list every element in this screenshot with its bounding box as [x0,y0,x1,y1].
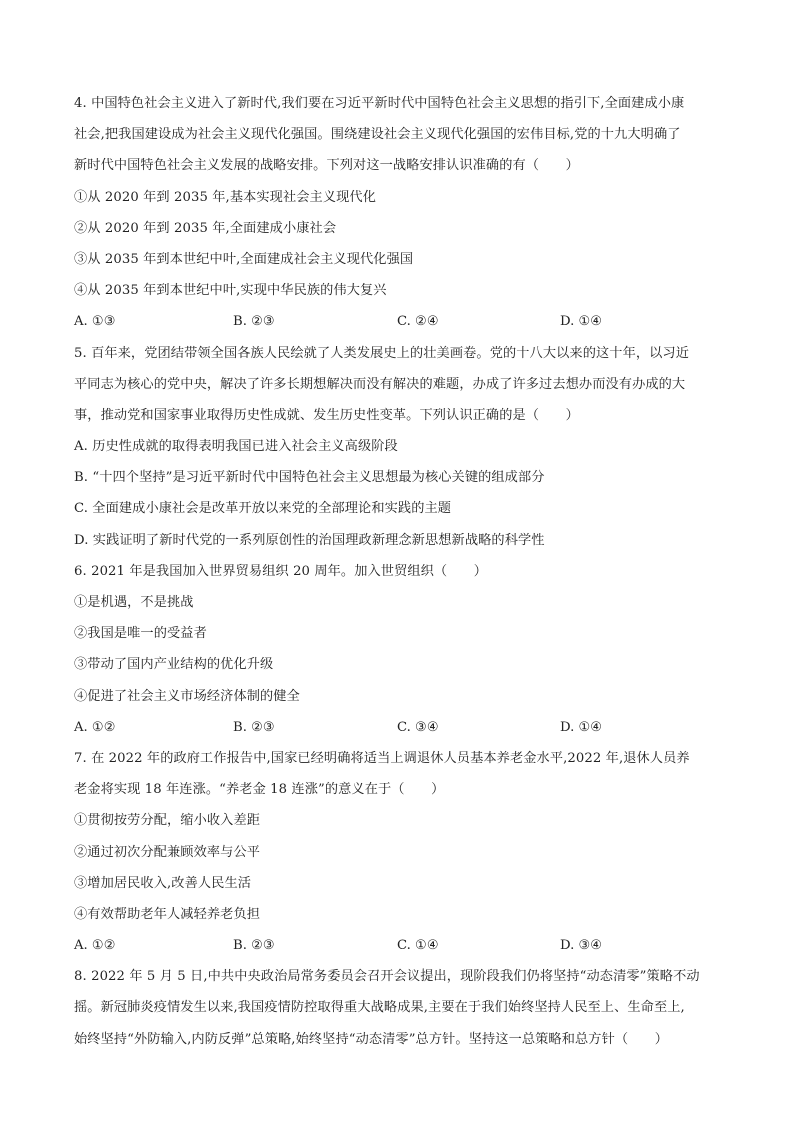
option-a: A. 历史性成就的取得表明我国已进入社会主义高级阶段 [74,439,398,455]
option-a: A. ①② [74,719,116,735]
question-5 [74,338,734,556]
question-stem-line: 新时代中国特色社会主义发展的战略安排。下列对这一战略安排认识准确的有（ ） [74,158,579,174]
option-b: B. ②③ [233,314,275,330]
question-stem-line: 事，推动党和国家事业取得历史性成就、发生历史性变革。下列认识正确的是（ ） [74,407,579,423]
option-a: A. ①② [74,938,116,954]
question-stem-line: 平同志为核心的党中央，解决了许多长期想解决而没有解决的难题，办成了许多过去想办而没有办成的大 [74,376,686,392]
option-d: D. ③④ [560,938,603,954]
option-b: B. ②③ [233,938,275,954]
statement-item: ①是机遇，不是挑战 [74,595,194,610]
option-b: B. ②③ [233,719,275,735]
question-stem-line: 8. 2022 年 5 月 5 日,中共中央政治局常务委员会召开会议提出，现阶段我们仍将坚持“动态清零”策略不动 [74,969,700,985]
question-7 [74,743,734,961]
statement-item: ④从 2035 年到本世纪中叶,实现中华民族的伟大复兴 [74,283,387,299]
question-stem-line: 4. 中国特色社会主义进入了新时代,我们要在习近平新时代中国特色社会主义思想的指引下,全面建成小康 [74,96,685,111]
exam-page [74,88,734,1055]
statement-item: ③增加居民收入,改善人民生活 [74,875,252,891]
question-stem-line: 5. 百年来，党团结带领全国各族人民绘就了人类发展史上的壮美画卷。党的十八大以来的这十年，以习近 [74,345,690,361]
question-stem-line: 老金将实现 18 年连涨。“养老金 18 连涨”的意义在于（ ） [74,782,445,798]
answer-options [74,712,734,743]
question-stem-line: 始终坚持“外防输入,内防反弹”总策略,始终坚持“动态清零”总方针。坚持这一总策略和总方针（ ） [74,1031,669,1047]
question-8 [74,961,734,1055]
question-stem-line: 7. 在 2022 年的政府工作报告中,国家已经明确将适当上调退休人员基本养老金水平,2022 年,退休人员养 [74,750,690,766]
statement-item: ④有效帮助老年人减轻养老负担 [74,906,261,922]
option-c: C. ①④ [397,938,439,954]
statement-item: ②通过初次分配兼顾效率与公平 [74,844,261,860]
statement-item: ①从 2020 年到 2035 年,基本实现社会主义现代化 [74,189,376,205]
option-a: A. ①③ [74,314,116,330]
statement-item: ③带动了国内产业结构的优化升级 [74,657,274,673]
option-c: C. 全面建成小康社会是改革开放以来党的全部理论和实践的主题 [74,501,452,517]
question-stem-line: 社会,把我国建设成为社会主义现代化强国。围绕建设社会主义现代化强国的宏伟目标,党的十九大明确了 [74,127,681,143]
statement-item: ②我国是唯一的受益者 [74,626,207,642]
option-c: C. ②④ [397,314,439,330]
option-c: C. ③④ [397,719,439,735]
option-d: D. ①④ [560,314,603,330]
answer-options [74,306,734,337]
option-d: D. 实践证明了新时代党的一系列原创性的治国理政新理念新思想新战略的科学性 [74,532,545,548]
statement-item: ②从 2020 年到 2035 年,全面建成小康社会 [74,220,337,236]
question-stem-line: 6. 2021 年是我国加入世界贸易组织 20 周年。加入世贸组织（ ） [74,563,488,579]
question-stem-line: 摇。新冠肺炎疫情发生以来,我国疫情防控取得重大战略成果,主要在于我们始终坚持人民至上、生命至上, [74,1000,685,1016]
statement-item: ③从 2035 年到本世纪中叶,全面建成社会主义现代化强国 [74,251,414,267]
statement-item: ④促进了社会主义市场经济体制的健全 [74,688,300,704]
answer-options [74,930,734,961]
statement-item: ①贯彻按劳分配，缩小收入差距 [74,813,261,829]
option-b: B. “十四个坚持”是习近平新时代中国特色社会主义思想最为核心关键的组成部分 [74,470,545,486]
option-d: D. ①④ [560,719,603,735]
question-6 [74,556,734,743]
question-4 [74,88,734,338]
